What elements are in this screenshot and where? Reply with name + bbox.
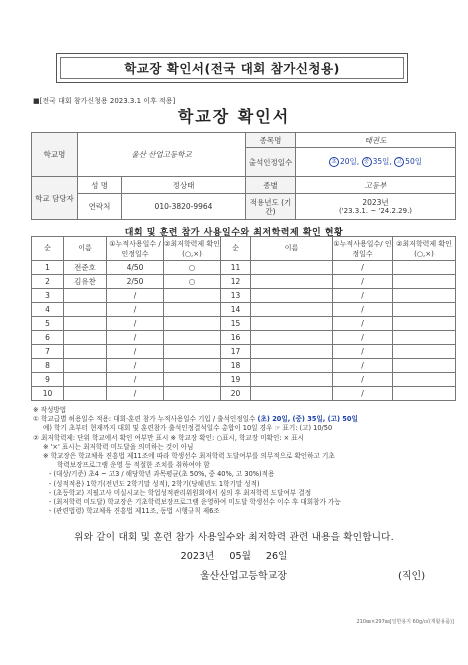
table-row: [32, 373, 456, 387]
cell-check: [393, 289, 456, 303]
cell-name: [64, 289, 107, 303]
header-min-academic: ②최저학력제 확인(○,×): [164, 237, 221, 261]
cell-used: 2/50: [107, 275, 164, 289]
applicability-note: ■[전국 대회 참가신청용 2023.3.1 이후 적용]: [33, 97, 176, 105]
issue-date: [0, 548, 468, 562]
cell-check: [393, 317, 456, 331]
note-1-example: 예) 학기 초부터 현재까지 대회 및 훈련참가 출석인정결석일수 총합이 10일 경우 ☞ 표기: (고) 10/50: [43, 424, 333, 433]
cell-used: /: [107, 331, 164, 345]
detail-elementary: - (초등학교) 지필고사 미실시교는 학업성적관리위원회에서 심의 후 최저학력 도달여부 결정: [49, 488, 312, 497]
table-row: [32, 261, 456, 275]
category-label: 종별: [246, 177, 296, 194]
header-no: 순: [32, 237, 64, 261]
note-1: ① 학교급별 허용일수 적용: 대회·훈련 참가 누적사용일수 기입 / 출석인정일수 (초) 20일, (중) 35일, (고) 50일: [33, 415, 358, 424]
cell-no: 1: [32, 261, 64, 275]
header-used-days-right: ①누적사용일수/ 인정일수: [333, 237, 393, 261]
cell-used: /: [107, 317, 164, 331]
attendance-label: 출석인정일수: [246, 148, 296, 177]
cell-check: [164, 387, 221, 401]
form-banner: [56, 53, 408, 83]
cell-check: [393, 387, 456, 401]
header-min-academic-right: ②최저학력제 확인(○,×): [393, 237, 456, 261]
event-value: 태권도: [296, 133, 456, 148]
cell-used: /: [107, 303, 164, 317]
cell-name: [64, 317, 107, 331]
detail-target: - (대상/기준) 초4 ~ 고3 / 해당학년 과목평균(초 50%, 중 40%, 고 30%)적용: [49, 470, 275, 479]
cell-name: [251, 359, 333, 373]
cell-name: [251, 317, 333, 331]
cell-no: 14: [221, 303, 251, 317]
cell-check: [164, 373, 221, 387]
cell-no: 3: [32, 289, 64, 303]
header-used-days: ①누적사용일수 /인정일수: [107, 237, 164, 261]
principal-signature: 울산산업고등학교장: [200, 571, 287, 582]
cell-used: /: [333, 387, 393, 401]
high-days: 50일: [405, 157, 422, 166]
header-no-right: 순: [221, 237, 251, 261]
cell-used: /: [333, 359, 393, 373]
cell-no: 16: [221, 331, 251, 345]
cell-used: /: [107, 373, 164, 387]
status-table: [31, 236, 456, 401]
cell-name: [251, 345, 333, 359]
cell-no: 8: [32, 359, 64, 373]
cell-used: /: [333, 331, 393, 345]
cell-name: [251, 387, 333, 401]
cell-name: [64, 359, 107, 373]
school-label: 학교명: [32, 133, 78, 177]
cell-used: /: [107, 359, 164, 373]
cell-no: 20: [221, 387, 251, 401]
cell-check: [164, 345, 221, 359]
manager-label: 학교 담당자: [32, 177, 78, 220]
cell-no: 6: [32, 331, 64, 345]
cell-check: [393, 359, 456, 373]
confirmation-statement: 위와 같이 대회 및 훈련 참가 사용일수와 최저학력 관련 내용을 확인합니다.: [74, 532, 394, 543]
elementary-grade-mark: 초: [329, 157, 339, 167]
cell-used: /: [107, 387, 164, 401]
attendance-value: [296, 148, 456, 177]
official-seal-label: (직인): [398, 571, 426, 582]
cell-name: [64, 373, 107, 387]
cell-no: 13: [221, 289, 251, 303]
table-row: [32, 331, 456, 345]
period-label: 적용년도 (기간): [246, 194, 296, 220]
middle-grade-mark: 중: [362, 157, 372, 167]
cell-check: [164, 289, 221, 303]
detail-below-minimum: - (최저학력 미도달) 학교장은 기초학력보장프로그램 운영하여 미도달 학생선수 이수 후 대회참가 가능: [49, 498, 341, 507]
cell-check: [164, 359, 221, 373]
cell-check: ○: [164, 275, 221, 289]
document-title: 학교장 확인서: [177, 107, 291, 126]
cell-name: [251, 289, 333, 303]
cell-no: 4: [32, 303, 64, 317]
table-row: [32, 345, 456, 359]
period-range: ('23.3.1. ~ '24.2.29.): [338, 206, 413, 215]
contact-value: 010-3820-9964: [122, 194, 246, 220]
header-name: 이름: [64, 237, 107, 261]
cell-no: 10: [32, 387, 64, 401]
cell-used: /: [107, 289, 164, 303]
cell-used: /: [333, 317, 393, 331]
high-grade-mark: 고: [394, 157, 404, 167]
status-heading: 대회 및 훈련 참가 사용일수와 최저학력제 확인 현황: [124, 228, 344, 238]
date-day: 26일: [265, 551, 288, 562]
cell-no: 18: [221, 359, 251, 373]
cell-no: 15: [221, 317, 251, 331]
contact-label: 연락처: [78, 194, 122, 220]
note-2-sub-1: ※ '×' 표시는 최저학력 미도달을 의미하는 것이 아님: [43, 442, 194, 451]
date-year: 2023년: [180, 551, 215, 562]
cell-name: [64, 331, 107, 345]
cell-no: 17: [221, 345, 251, 359]
cell-name: [64, 345, 107, 359]
name-label: 성 명: [78, 177, 122, 194]
status-header-row: [32, 237, 456, 261]
cell-used: /: [333, 275, 393, 289]
cell-name: [251, 373, 333, 387]
cell-check: [393, 331, 456, 345]
cell-name: [251, 261, 333, 275]
cell-name: [251, 331, 333, 345]
cell-no: 11: [221, 261, 251, 275]
cell-check: ○: [164, 261, 221, 275]
period-value: [296, 194, 456, 220]
cell-used: /: [333, 303, 393, 317]
cell-name: [64, 387, 107, 401]
cell-check: [393, 303, 456, 317]
cell-check: [393, 373, 456, 387]
cell-no: 19: [221, 373, 251, 387]
note-2-sub-2: ※ 학교장은 학교체육 진흥법 제11조에 따라 학생선수 최저학력 도달여부를 의무적으로 확인하고 기초: [43, 452, 335, 461]
cell-name: 김유찬: [64, 275, 107, 289]
notes-heading: ※ 작성방법: [33, 406, 67, 414]
table-row: [32, 387, 456, 401]
cell-check: [393, 275, 456, 289]
cell-used: /: [333, 373, 393, 387]
cell-no: 9: [32, 373, 64, 387]
name-value: 정상태: [122, 177, 246, 194]
cell-used: /: [333, 289, 393, 303]
table-row: [32, 289, 456, 303]
category-value: 고등부: [296, 177, 456, 194]
cell-used: /: [333, 261, 393, 275]
cell-check: [164, 331, 221, 345]
note-1-highlight: (초) 20일, (중) 35일, (고) 50일: [257, 415, 358, 424]
paper-spec-footer: 210㎜×297㎜[일반용지 60g/㎡(재활용품)]: [356, 619, 454, 625]
cell-no: 2: [32, 275, 64, 289]
cell-check: [393, 345, 456, 359]
cell-used: 4/50: [107, 261, 164, 275]
elementary-days: 20일,: [340, 157, 360, 166]
table-row: [32, 317, 456, 331]
date-month: 05월: [229, 551, 251, 562]
cell-no: 12: [221, 275, 251, 289]
cell-check: [164, 317, 221, 331]
detail-grades: - (성적적용) 1학기(전년도 2학기말 성적), 2학기(당해년도 1학기말 성적): [49, 479, 260, 488]
note-2-sub-2-cont: 학력보장프로그램 운영 등 적절한 조치를 취하여야 함: [57, 461, 210, 470]
cell-no: 5: [32, 317, 64, 331]
table-row: [32, 275, 456, 289]
banner-title: 학교장 확인서(전국 대회 참가신청용): [60, 57, 404, 79]
school-info-table: [31, 132, 456, 220]
cell-used: /: [107, 345, 164, 359]
cell-name: 전준호: [64, 261, 107, 275]
cell-name: [64, 303, 107, 317]
event-label: 종목명: [246, 133, 296, 148]
table-row: [32, 303, 456, 317]
cell-check: [393, 261, 456, 275]
detail-laws: - (관련법령) 학교체육 진흥법 제11조, 동법 시행규칙 제6조: [49, 507, 220, 516]
cell-no: 7: [32, 345, 64, 359]
school-value: 울산 산업고등학교: [78, 133, 246, 177]
middle-days: 35일,: [372, 157, 392, 166]
cell-used: /: [333, 345, 393, 359]
cell-name: [251, 303, 333, 317]
period-year: 2023년: [362, 197, 389, 207]
table-row: [32, 359, 456, 373]
instructions: [33, 406, 458, 516]
header-name-right: 이름: [251, 237, 333, 261]
note-2: ② 최저학력제: 단위 학교에서 확인 여부만 표시 ※ 학교장 확인: ○표시, 학교장 미확인: × 표시: [33, 433, 305, 442]
cell-name: [251, 275, 333, 289]
cell-check: [164, 303, 221, 317]
